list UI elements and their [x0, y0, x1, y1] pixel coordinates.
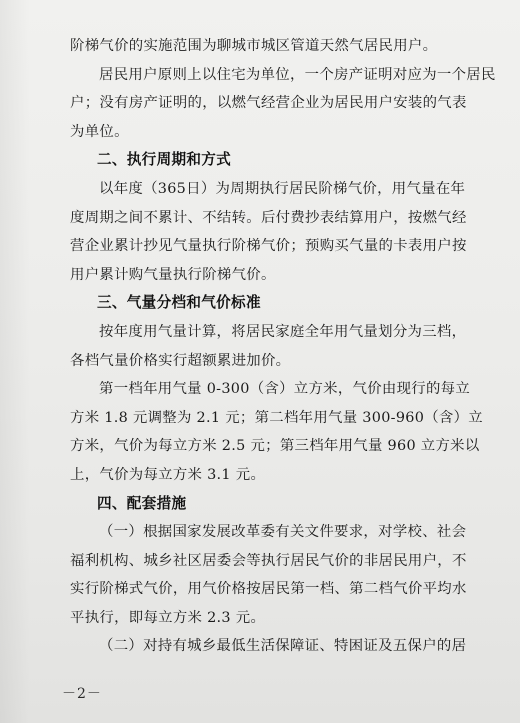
text-line: （一）根据国家发展改革委有关文件要求，对学校、社会	[99, 524, 467, 541]
page-shadow	[0, 0, 30, 723]
section-heading: 四、配套措施	[97, 494, 187, 512]
text-line: 按年度用气量计算，将居民家庭全年用气量划分为三档，	[99, 323, 467, 340]
text-line: 各档气量价格实行超额累进加价。	[70, 352, 291, 369]
text-line: 阶梯气价的实施范围为聊城市城区管道天然气居民用户。	[70, 38, 438, 54]
text-line: 福利机构、城乡社区居委会等执行居民气价的非居民用户，不	[70, 552, 467, 569]
text-line: 以年度（365日）为周期执行居民阶梯气价，用气量在年	[99, 180, 466, 197]
text-line: 户；没有房产证明的，以燃气经营企业为居民用户安装的气表	[70, 95, 467, 112]
text-line: 度周期之间不累计、不结转。后付费抄表结算用户，按燃气经	[70, 209, 467, 226]
text-line: 平执行，即每立方米 2.3 元。	[70, 609, 266, 626]
text-line: 居民用户原则上以住宅为单位，一个房产证明对应为一个居民	[99, 66, 496, 83]
text-line: 营企业累计抄见气量执行阶梯气价；预购买气量的卡表用户按	[70, 238, 467, 255]
text-line: 上，气价为每立方米 3.1 元。	[70, 466, 266, 483]
page-number: －2－	[62, 686, 102, 702]
text-line: （二）对持有城乡最低生活保障证、特困证及五保户的居	[99, 638, 467, 655]
text-line: 为单位。	[70, 123, 129, 140]
text-line: 方米 1.8 元调整为 2.1 元；第二档年用气量 300-960（含）立	[70, 409, 483, 426]
document-body	[70, 32, 496, 661]
text-line: 实行阶梯式气价，用气价格按居民第一档、第二档气价平均水	[70, 581, 467, 598]
text-line: 方米，气价为每立方米 2.5 元；第三档年用气量 960 立方米以	[70, 438, 480, 455]
section-heading: 二、执行周期和方式	[97, 151, 232, 169]
text-line: 第一档年用气量 0-300（含）立方米，气价由现行的每立	[99, 381, 471, 398]
text-line: 用户累计购气量执行阶梯气价。	[70, 266, 276, 283]
section-heading: 三、气量分档和气价标准	[97, 294, 261, 312]
